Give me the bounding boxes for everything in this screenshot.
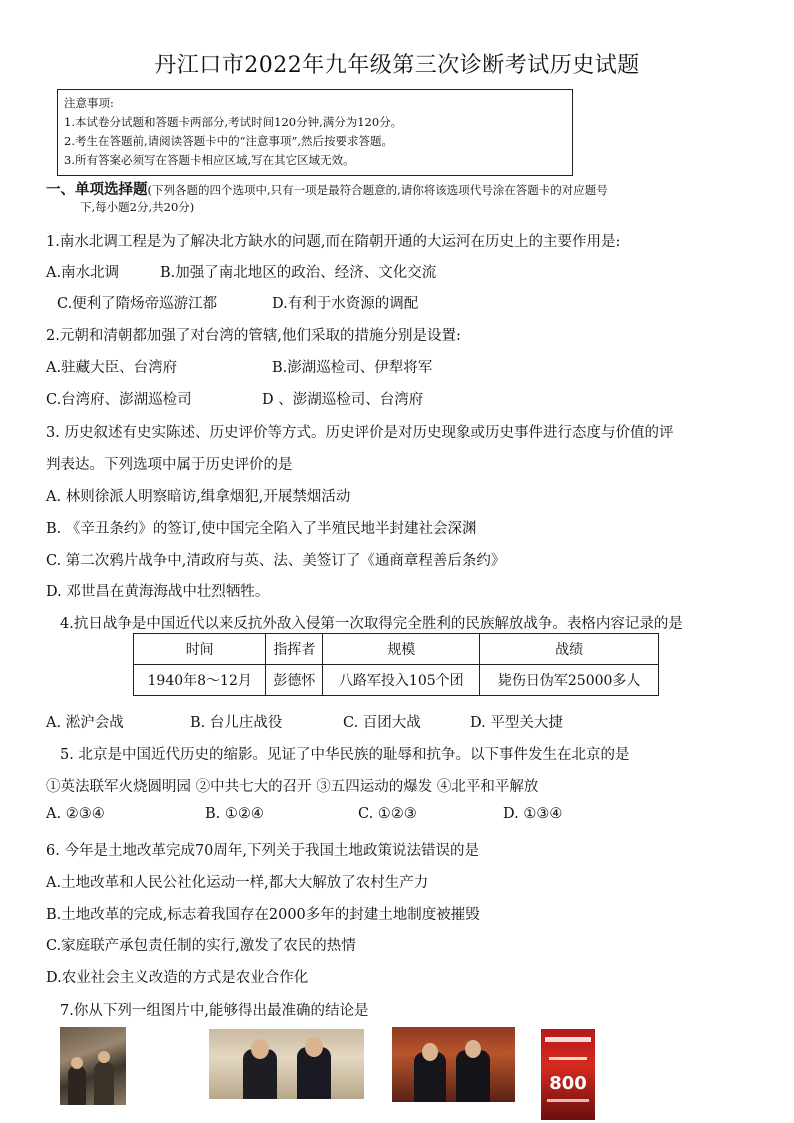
q6-option-b: B.土地改革的完成,标志着我国存在2000多年的封建土地制度被摧毁 [46, 907, 480, 923]
q2-stem: 2.元朝和清朝都加强了对台湾的管辖,他们采取的措施分别是设置: [46, 328, 461, 344]
table-cell: 彭德怀 [266, 665, 323, 696]
table-header-cell: 战绩 [480, 634, 659, 665]
photo-leaders-handshake-2 [392, 1027, 515, 1102]
q1-option-c: C.便利了隋炀帝巡游江都 [57, 296, 218, 312]
q4-stem: 4.抗日战争是中国近代以来反抗外敌入侵第一次取得完全胜利的民族解放战争。表格内容记录的是 [60, 616, 683, 632]
table-header-cell: 时间 [134, 634, 266, 665]
q1-stem: 1.南水北调工程是为了解决北方缺水的问题,而在隋朝开通的大运河在历史上的主要作用是: [46, 234, 621, 250]
table-header-cell: 指挥者 [266, 634, 323, 665]
q3-option-a: A. 林则徐派人明察暗访,缉拿烟犯,开展禁烟活动 [46, 489, 351, 505]
q5-option-b: B. ①②④ [205, 806, 264, 822]
q6-option-c: C.家庭联产承包责任制的实行,激发了农民的热情 [46, 938, 356, 954]
q4-option-c: C. 百团大战 [343, 715, 421, 731]
q6-option-d: D.农业社会主义改造的方式是农业合作化 [46, 970, 309, 986]
q5-items: ①英法联军火烧圆明园 ②中共七大的召开 ③五四运动的爆发 ④北平和平解放 [46, 779, 539, 795]
q6-stem: 6. 今年是土地改革完成70周年,下列关于我国土地政策说法错误的是 [46, 843, 480, 859]
q2-option-b: B.澎湖巡检司、伊犁将军 [272, 360, 433, 376]
q3-stem-line2: 判表达。下列选项中属于历史评价的是 [46, 457, 293, 473]
poster-number: 800 [549, 1073, 587, 1094]
table-cell: 毙伤日伪军25000多人 [480, 665, 659, 696]
notice-item-1: 1.本试卷分试题和答题卡两部分,考试时间120分钟,满分为120分。 [64, 115, 403, 129]
q3-option-b: B. 《辛丑条约》的签订,使中国完全陷入了半殖民地半封建社会深渊 [46, 521, 477, 537]
q1-option-a: A.南水北调 [46, 265, 120, 281]
table-header-cell: 规模 [323, 634, 480, 665]
q4-option-d: D. 平型关大捷 [470, 715, 563, 731]
notice-item-2: 2.考生在答题前,请阅读答题卡中的“注意事项”,然后按要求答题。 [64, 134, 394, 148]
q3-option-d: D. 邓世昌在黄海海战中壮烈牺牲。 [46, 584, 270, 600]
q2-option-c: C.台湾府、澎湖巡检司 [46, 392, 192, 408]
q4-option-b: B. 台儿庄战役 [190, 715, 283, 731]
section-instruction: (下列各题的四个选项中,只有一项是最符合题意的,请你将该选项代号涂在答题卡的对应题号 [147, 183, 608, 197]
table-header-row [134, 634, 659, 665]
notice-item-3: 3.所有答案必须写在答题卡相应区域,写在其它区域无效。 [64, 153, 355, 167]
q7-stem: 7.你从下列一组图片中,能够得出最准确的结论是 [60, 1003, 369, 1019]
poster-image [541, 1029, 595, 1120]
photo-leaders-handshake-1 [209, 1029, 364, 1099]
notice-heading: 注意事项: [64, 96, 114, 110]
section-instruction-cont: 下,每小题2分,共20分) [80, 200, 195, 214]
q6-option-a: A.土地改革和人民公社化运动一样,都大大解放了农村生产力 [46, 875, 429, 891]
q4-table [133, 633, 659, 696]
section-label: 一、单项选择题 [46, 181, 148, 198]
q5-option-a: A. ②③④ [46, 806, 105, 822]
table-cell: 1940年8～12月 [134, 665, 266, 696]
q5-stem: 5. 北京是中国近代历史的缩影。见证了中华民族的耻辱和抗争。以下事件发生在北京的是 [60, 747, 630, 763]
q5-option-c: C. ①②③ [358, 806, 417, 822]
q3-option-c: C. 第二次鸦片战争中,清政府与英、法、美签订了《通商章程善后条约》 [46, 553, 506, 569]
q1-option-d: D.有利于水资源的调配 [272, 296, 419, 312]
q3-stem-line1: 3. 历史叙述有史实陈述、历史评价等方式。历史评价是对历史现象或历史事件进行态度与价值的评 [46, 425, 674, 441]
table-cell: 八路军投入105个团 [323, 665, 480, 696]
notice-box [57, 89, 573, 176]
q2-option-a: A.驻藏大臣、台湾府 [46, 360, 178, 376]
page-title: 丹江口市2022年九年级第三次诊断考试历史试题 [154, 53, 640, 78]
q1-option-b: B.加强了南北地区的政治、经济、文化交流 [160, 265, 437, 281]
photo-crowd-handshake [60, 1027, 126, 1105]
table-row [134, 665, 659, 696]
q5-option-d: D. ①③④ [503, 806, 563, 822]
q4-option-a: A. 淞沪会战 [46, 715, 124, 731]
q2-option-d: D 、澎湖巡检司、台湾府 [262, 392, 424, 408]
section-heading [46, 178, 608, 199]
